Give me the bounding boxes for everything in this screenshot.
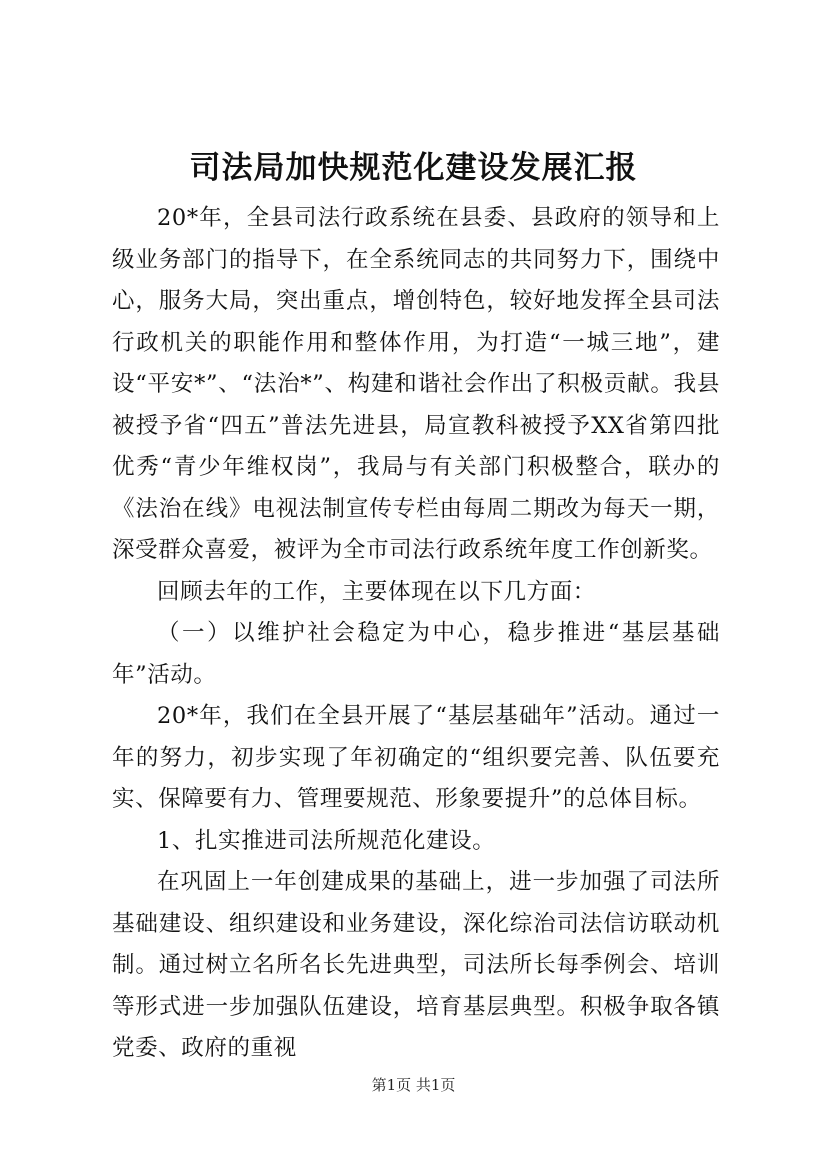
paragraph-intro: 20*年，全县司法行政系统在县委、县政府的领导和上级业务部门的指导下，在全系统同志的共同努力下，围绕中心，服务大局，突出重点，增创特色，较好地发挥全县司法行政机关的职能作用和整体作用，为打造“一城三地”，建设“平安*”、“法治*”、构建和谐社会作出了积极贡献。我县被授予省“四五”普法先进县，局宣教科被授予XX省第四批优秀“青少年维权岗”，我局与有关部门积极整合，联办的《法治在线》电视法制宣传专栏由每周二期改为每天一期，深受群众喜爱，被评为全市司法行政系统年度工作创新奖。 — [112, 205, 720, 563]
paragraph-activity: 20*年，我们在全县开展了“基层基础年”活动。通过一年的努力，初步实现了年初确定的“组织要完善、队伍要充实、保障要有力、管理要规范、形象要提升”的总体目标。 — [112, 703, 720, 812]
page-number-footer: 第1页 共1页 — [371, 1076, 456, 1094]
paragraph-section-heading: （一）以维护社会稳定为中心，稳步推进“基层基础年”活动。 — [112, 620, 720, 688]
paragraph-review: 回顾去年的工作，主要体现在以下几方面： — [157, 578, 596, 605]
document-title: 司法局加快规范化建设发展汇报 — [189, 150, 638, 186]
paragraph-detail: 在巩固上一年创建成果的基础上，进一步加强了司法所基础建设、组织建设和业务建设，深化综治司法信访联动机制。通过树立名所名长先进典型，司法所长每季例会、培训等形式进一步加强队伍建设，培育基层典型。积极争取各镇党委、政府的重视 — [112, 869, 720, 1061]
paragraph-subheading: 1、扎实推进司法所规范化建设。 — [157, 827, 496, 854]
document-body — [112, 198, 720, 1070]
